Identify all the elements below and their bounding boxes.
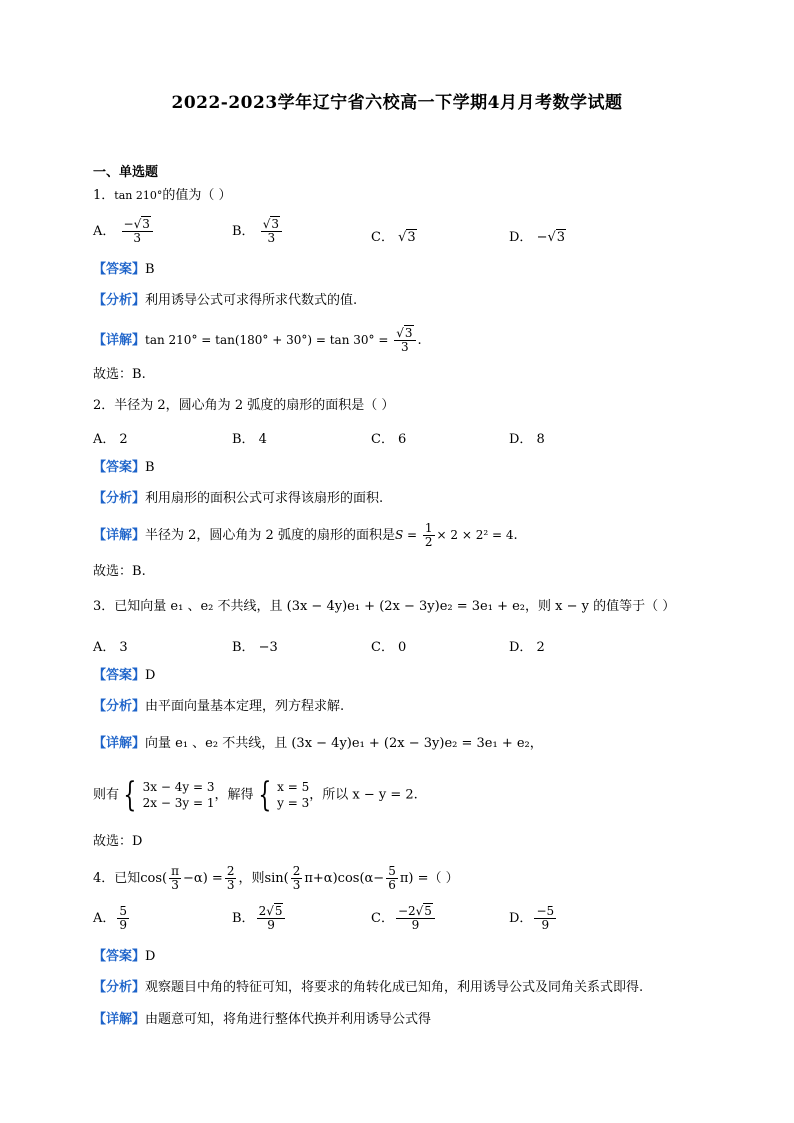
option-a: A． 3 xyxy=(93,640,128,655)
option-c: C． √3 xyxy=(371,230,416,245)
analysis-2: 【分析】利用扇形的面积公式可求得该扇形的面积. xyxy=(93,491,384,506)
stem-text: 的值为（ ） xyxy=(162,188,232,203)
question-2-stem: 2．半径为 2，圆心角为 2 弧度的扇形的面积是（ ） xyxy=(93,398,395,413)
fraction: $\frac{-√3}{3}$ xyxy=(122,218,153,245)
answer-3: 【答案】D xyxy=(93,668,156,683)
answer-4: 【答案】D xyxy=(93,949,156,964)
detail-4: 【详解】由题意可知，将角进行整体代换并利用诱导公式得 xyxy=(93,1012,432,1027)
fraction: $\frac{√3}{3}$ xyxy=(261,218,282,245)
section-heading: 一、单选题 xyxy=(93,165,159,180)
stem-math: tan 210° xyxy=(114,189,163,202)
detail-2: 【详解】半径为 2，圆心角为 2 弧度的扇形的面积是S = $\frac{1}{2}$ × 2 × 2² = 4. xyxy=(93,521,518,549)
option-b: B． $\frac{2√5}{9}$ xyxy=(232,905,287,932)
question-1-stem xyxy=(93,187,231,205)
option-a: A． 2 xyxy=(93,432,128,447)
option-b: B． 4 xyxy=(232,432,267,447)
option-d: D． 8 xyxy=(509,432,545,447)
option-c: C． 6 xyxy=(371,432,407,447)
detail-1: 【详解】tan 210° = tan(180° + 30°) = tan 30° = $\frac{√3}{3}$ . xyxy=(93,326,422,354)
question-4-stem: 4．已知cos( $\frac{\pi}{3}$ −α) = $\frac{2}{3}$ ，则sin( $\frac{2}{3}$ π+α)cos(α− $\frac{5}{6}$ π) =（ ） xyxy=(93,864,459,892)
page-title: 2022-2023学年辽宁省六校高一下学期4月月考数学试题 xyxy=(171,93,623,113)
analysis-3: 【分析】由平面向量基本定理，列方程求解. xyxy=(93,699,345,714)
answer-2: 【答案】B xyxy=(93,460,155,475)
option-c: C． $\frac{-2√5}{9}$ xyxy=(371,905,437,932)
question-number: 1． xyxy=(93,188,115,203)
option-b: B． $\frac{√3}{3}$ xyxy=(232,218,284,245)
option-a: A． $\frac{-√3}{3}$ xyxy=(93,218,155,245)
choose-1: 故选：B. xyxy=(93,367,146,382)
solution-system: { x = 5 y = 3 xyxy=(257,775,310,815)
detail-3: 【详解】向量 e₁ 、e₂ 不共线，且 (3x − 4y)e₁ + (2x − 3y)e₂ = 3e₁ + e₂， xyxy=(93,736,543,751)
answer-1: 【答案】B xyxy=(93,262,155,277)
option-c: C． 0 xyxy=(371,640,407,655)
equation-system: { 3x − 4y = 3 2x − 3y = 1 xyxy=(123,775,215,815)
question-3-stem: 3．已知向量 e₁ 、e₂ 不共线，且 (3x − 4y)e₁ + (2x − 3y)e₂ = 3e₁ + e₂，则 x − y 的值等于（ ） xyxy=(93,599,676,614)
option-d: D． $\frac{-5}{9}$ xyxy=(509,904,555,932)
option-a: A． $\frac{5}{9}$ xyxy=(93,904,128,932)
choose-3: 故选：D xyxy=(93,834,143,849)
option-d: D． 2 xyxy=(509,640,545,655)
analysis-1: 【分析】利用诱导公式可求得所求代数式的值. xyxy=(93,293,358,308)
option-d: D． −√3 xyxy=(509,230,566,245)
fraction: $\frac{√3}{3}$ xyxy=(394,327,415,354)
option-b: B． −3 xyxy=(232,640,278,655)
analysis-4: 【分析】观察题目中角的特征可知，将要求的角转化成已知角，利用诱导公式及同角关系式即得. xyxy=(93,980,644,995)
choose-2: 故选：B. xyxy=(93,564,146,579)
detail-3-system: 则有 { 3x − 4y = 3 2x − 3y = 1 ，解得 { x = 5 y = 3 ，所以 x − y = 2. xyxy=(93,775,418,815)
